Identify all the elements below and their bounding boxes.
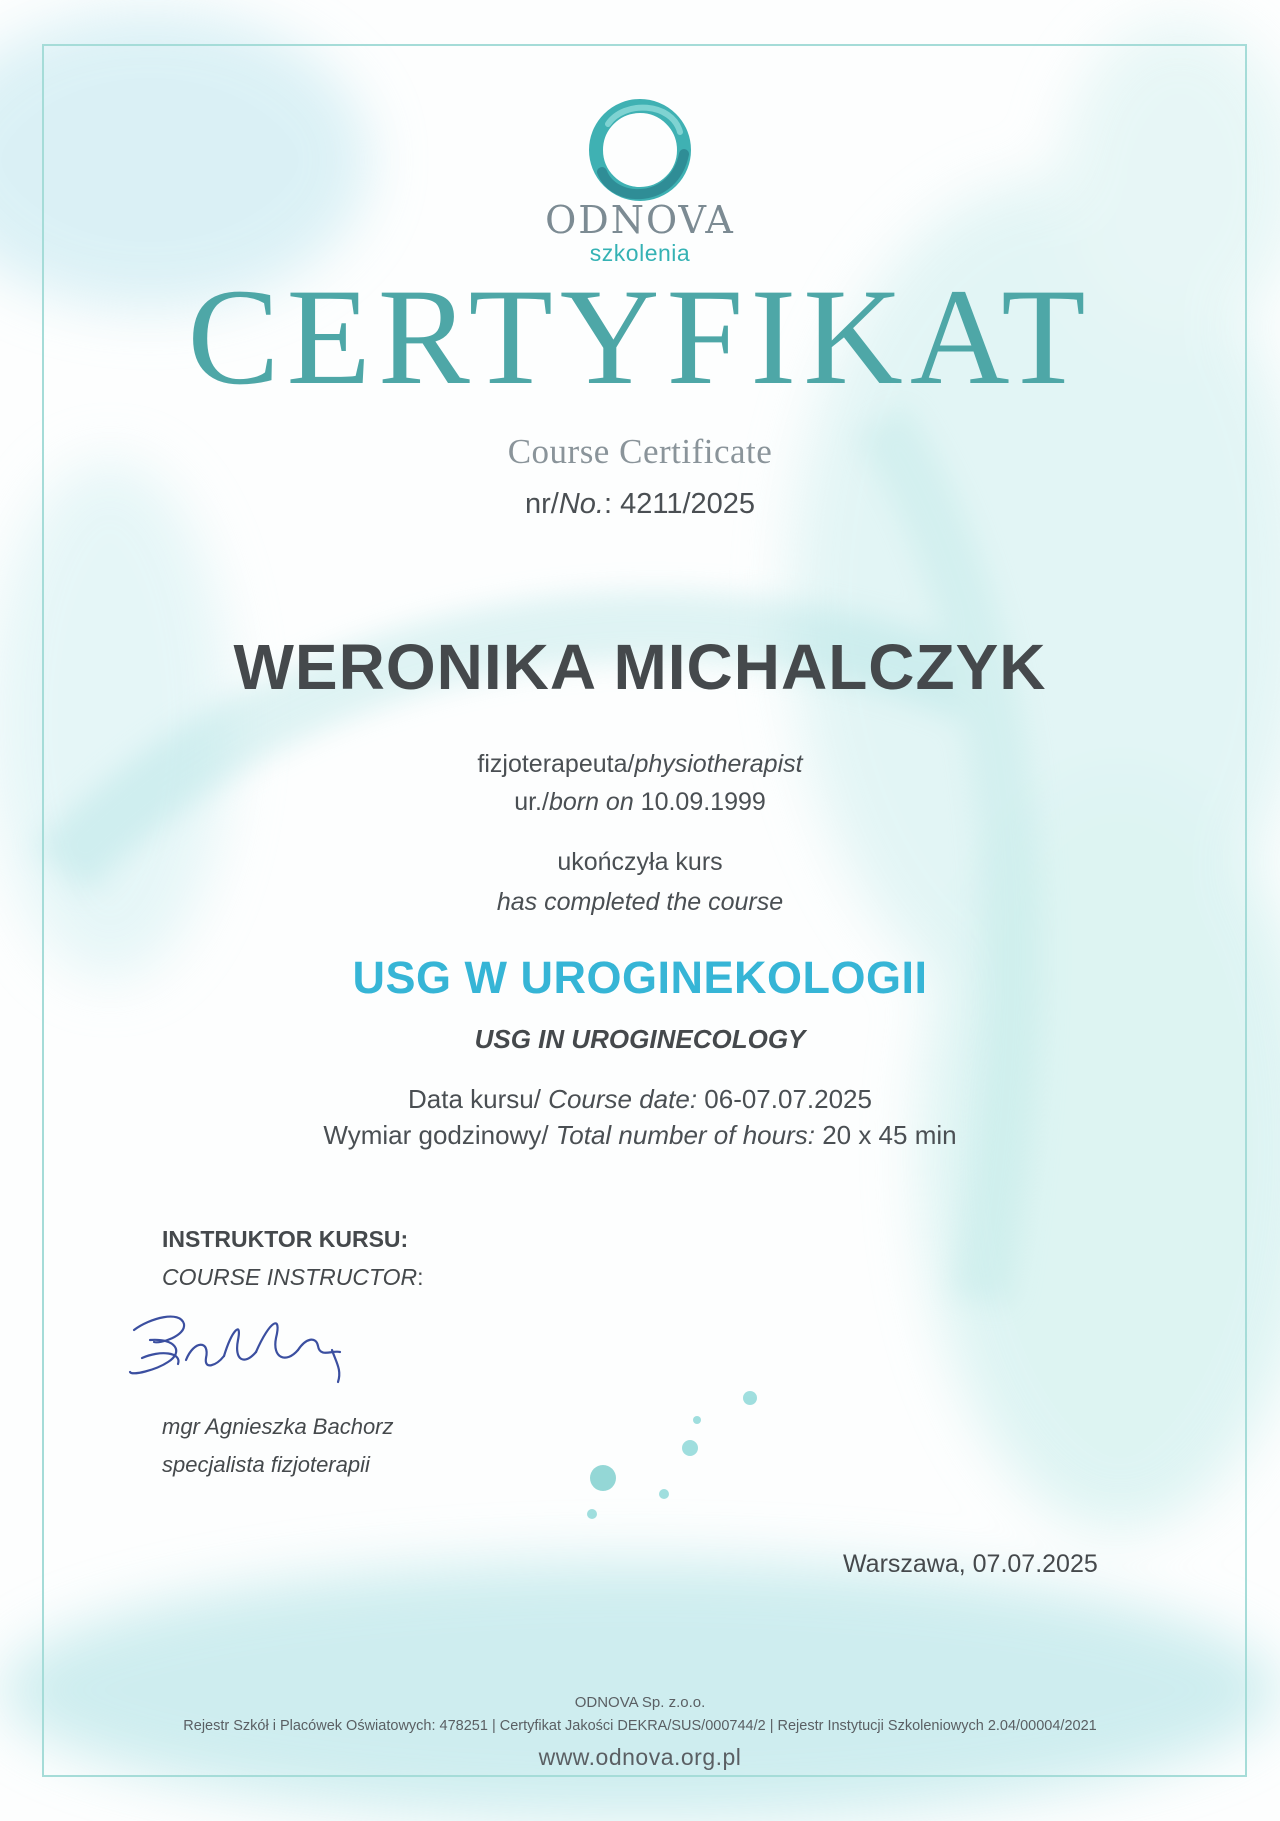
- instructor-title: specjalista fizjoterapii: [162, 1452, 370, 1477]
- number-prefix-en: No.: [558, 488, 604, 520]
- number-value: : 4211/2025: [603, 488, 756, 520]
- recipient-birth-date: [0, 788, 1280, 817]
- footer-registry: Rejestr Szkół i Placówek Oświatowych: 478251 | Certyfikat Jakości DEKRA/SUS/000744/2 | Rejestr Instytucji Szkoleniowych 2.04/00004/2021: [183, 1718, 1097, 1734]
- date-label-pl: Data kursu/: [408, 1084, 549, 1114]
- hours-label-en: Total number of hours:: [555, 1120, 815, 1150]
- instructor-name: mgr Agnieszka Bachorz: [162, 1414, 394, 1439]
- hours-label-pl: Wymiar godzinowy/: [323, 1120, 556, 1150]
- handwritten-signature-icon: [120, 1300, 380, 1400]
- certificate-subtitle: Course Certificate: [507, 432, 773, 471]
- course-title-pl: USG W UROGINEKOLOGII: [352, 952, 928, 1003]
- course-hours: [0, 1120, 1280, 1151]
- profession-en: physiotherapist: [634, 750, 803, 778]
- issue-place-date: Warszawa, 07.07.2025: [843, 1550, 1098, 1578]
- footer-website: www.odnova.org.pl: [538, 1744, 742, 1770]
- logo-subtitle: szkolenia: [589, 240, 691, 266]
- number-prefix-pl: nr/: [524, 488, 559, 520]
- course-date: [0, 1084, 1280, 1115]
- certificate-number: [0, 488, 1280, 521]
- instructor-label-en-text: COURSE INSTRUCTOR: [162, 1264, 418, 1290]
- odnova-swirl-logo-icon: [580, 92, 700, 210]
- certificate-title: CERTYFIKAT: [187, 260, 1093, 413]
- logo-wordmark: ODNOVA: [545, 198, 735, 242]
- instructor-label-pl: INSTRUKTOR KURSU:: [162, 1226, 409, 1252]
- date-label-en: Course date:: [548, 1084, 698, 1114]
- profession-pl: fizjoterapeuta/: [477, 750, 635, 778]
- recipient-name: WERONIKA MICHALCZYK: [233, 631, 1047, 703]
- course-title-en: USG IN UROGINECOLOGY: [474, 1024, 806, 1054]
- completed-text-en: has completed the course: [496, 888, 784, 916]
- born-en: born on: [548, 788, 634, 816]
- footer-company: ODNOVA Sp. z.o.o.: [574, 1694, 706, 1711]
- completed-text-pl: ukończyła kurs: [557, 848, 723, 876]
- date-value: 06-07.07.2025: [697, 1084, 872, 1114]
- recipient-profession: [0, 750, 1280, 779]
- hours-value: 20 x 45 min: [814, 1120, 957, 1150]
- born-pl: ur./: [514, 788, 549, 816]
- instructor-label-en: [162, 1264, 424, 1291]
- instructor-label-colon: :: [417, 1264, 424, 1290]
- born-date: 10.09.1999: [633, 788, 766, 816]
